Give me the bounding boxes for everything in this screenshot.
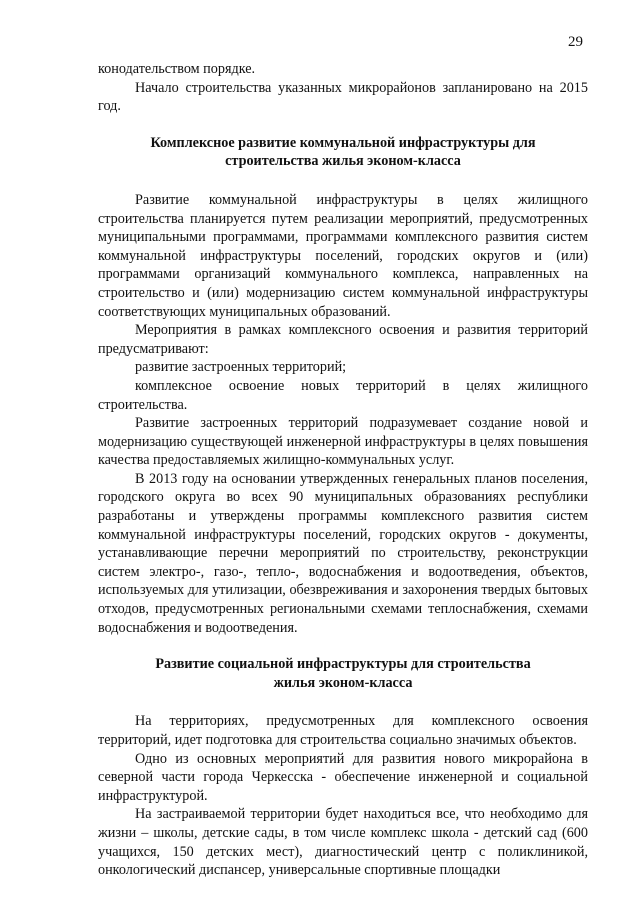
list-item: комплексное освоение новых территорий в целях жилищного строительства. [98,377,588,413]
paragraph: Одно из основных мероприятий для развития нового микрорайона в северной части города Черкесска - обеспечение инженерной и социальной инфраструктурой. [98,750,588,804]
paragraph: На территориях, предусмотренных для комплексного освоения территорий, идет подготовка для строительства социально значимых объектов. [98,713,588,748]
paragraph: На застраиваемой территории будет находиться все, что необходимо для жизни – школы, детские сады, в том числе комплекс школа - детский сад (600 учащихся, 150 детских мест), диагностический центр с поликлиникой, онкологический диспансер, универсальные спортивные площадки [98,806,588,879]
paragraph: Развитие застроенных территорий подразумевает создание новой и модернизацию существующей инженерной инфраструктуры в целях повышения качества предоставляемых жилищно-коммунальных услуг. [98,415,588,469]
section-heading-communal [98,134,588,171]
heading-line: строительства жилья эконом-класса [225,153,461,170]
paragraph: Начало строительства указанных микрорайонов запланировано на 2015 год. [98,79,588,115]
paragraph: Развитие коммунальной инфраструктуры в целях жилищного строительства планируется путем реализации мероприятий, предусмотренных муниципальными программами, программами комплексного развития систем коммунальной инфраструктуры поселений, городских округов и (или) программами организаций коммунального комплекса, направленных на строительство и (или) модернизацию систем коммунальной инфраструктуры соответствующих муниципальных образований. [98,191,588,320]
paragraph: конодательством порядке. [98,61,256,77]
heading-line: Развитие социальной инфраструктуры для строительства [155,656,531,673]
page-number: 29 [568,34,583,50]
list-item: развитие застроенных территорий; [135,359,347,376]
paragraph: В 2013 году на основании утвержденных генеральных планов поселения, городского округа во всех 90 муниципальных образованиях республики разработаны и утверждены программы комплексного развития систем коммунальной инфраструктуры поселений, городских округов - документы, устанавливающие перечни мероприятий по строительству, реконструкции систем электро-, газо-, тепло-, водоснабжения и водоотведения, объектов, используемых для утилизации, обезвреживания и захоронения твердых бытовых отходов, предусмотренных региональными схемами теплоснабжения, схемами водоснабжения и водоотведения. [98,470,588,636]
document-body [98,60,588,880]
heading-line: жилья эконом-класса [273,674,413,691]
section-heading-social [98,655,588,692]
heading-line: Комплексное развитие коммунальной инфраструктуры для [150,134,536,151]
paragraph: Мероприятия в рамках комплексного освоения и развития территорий предусматривают: [98,322,588,357]
